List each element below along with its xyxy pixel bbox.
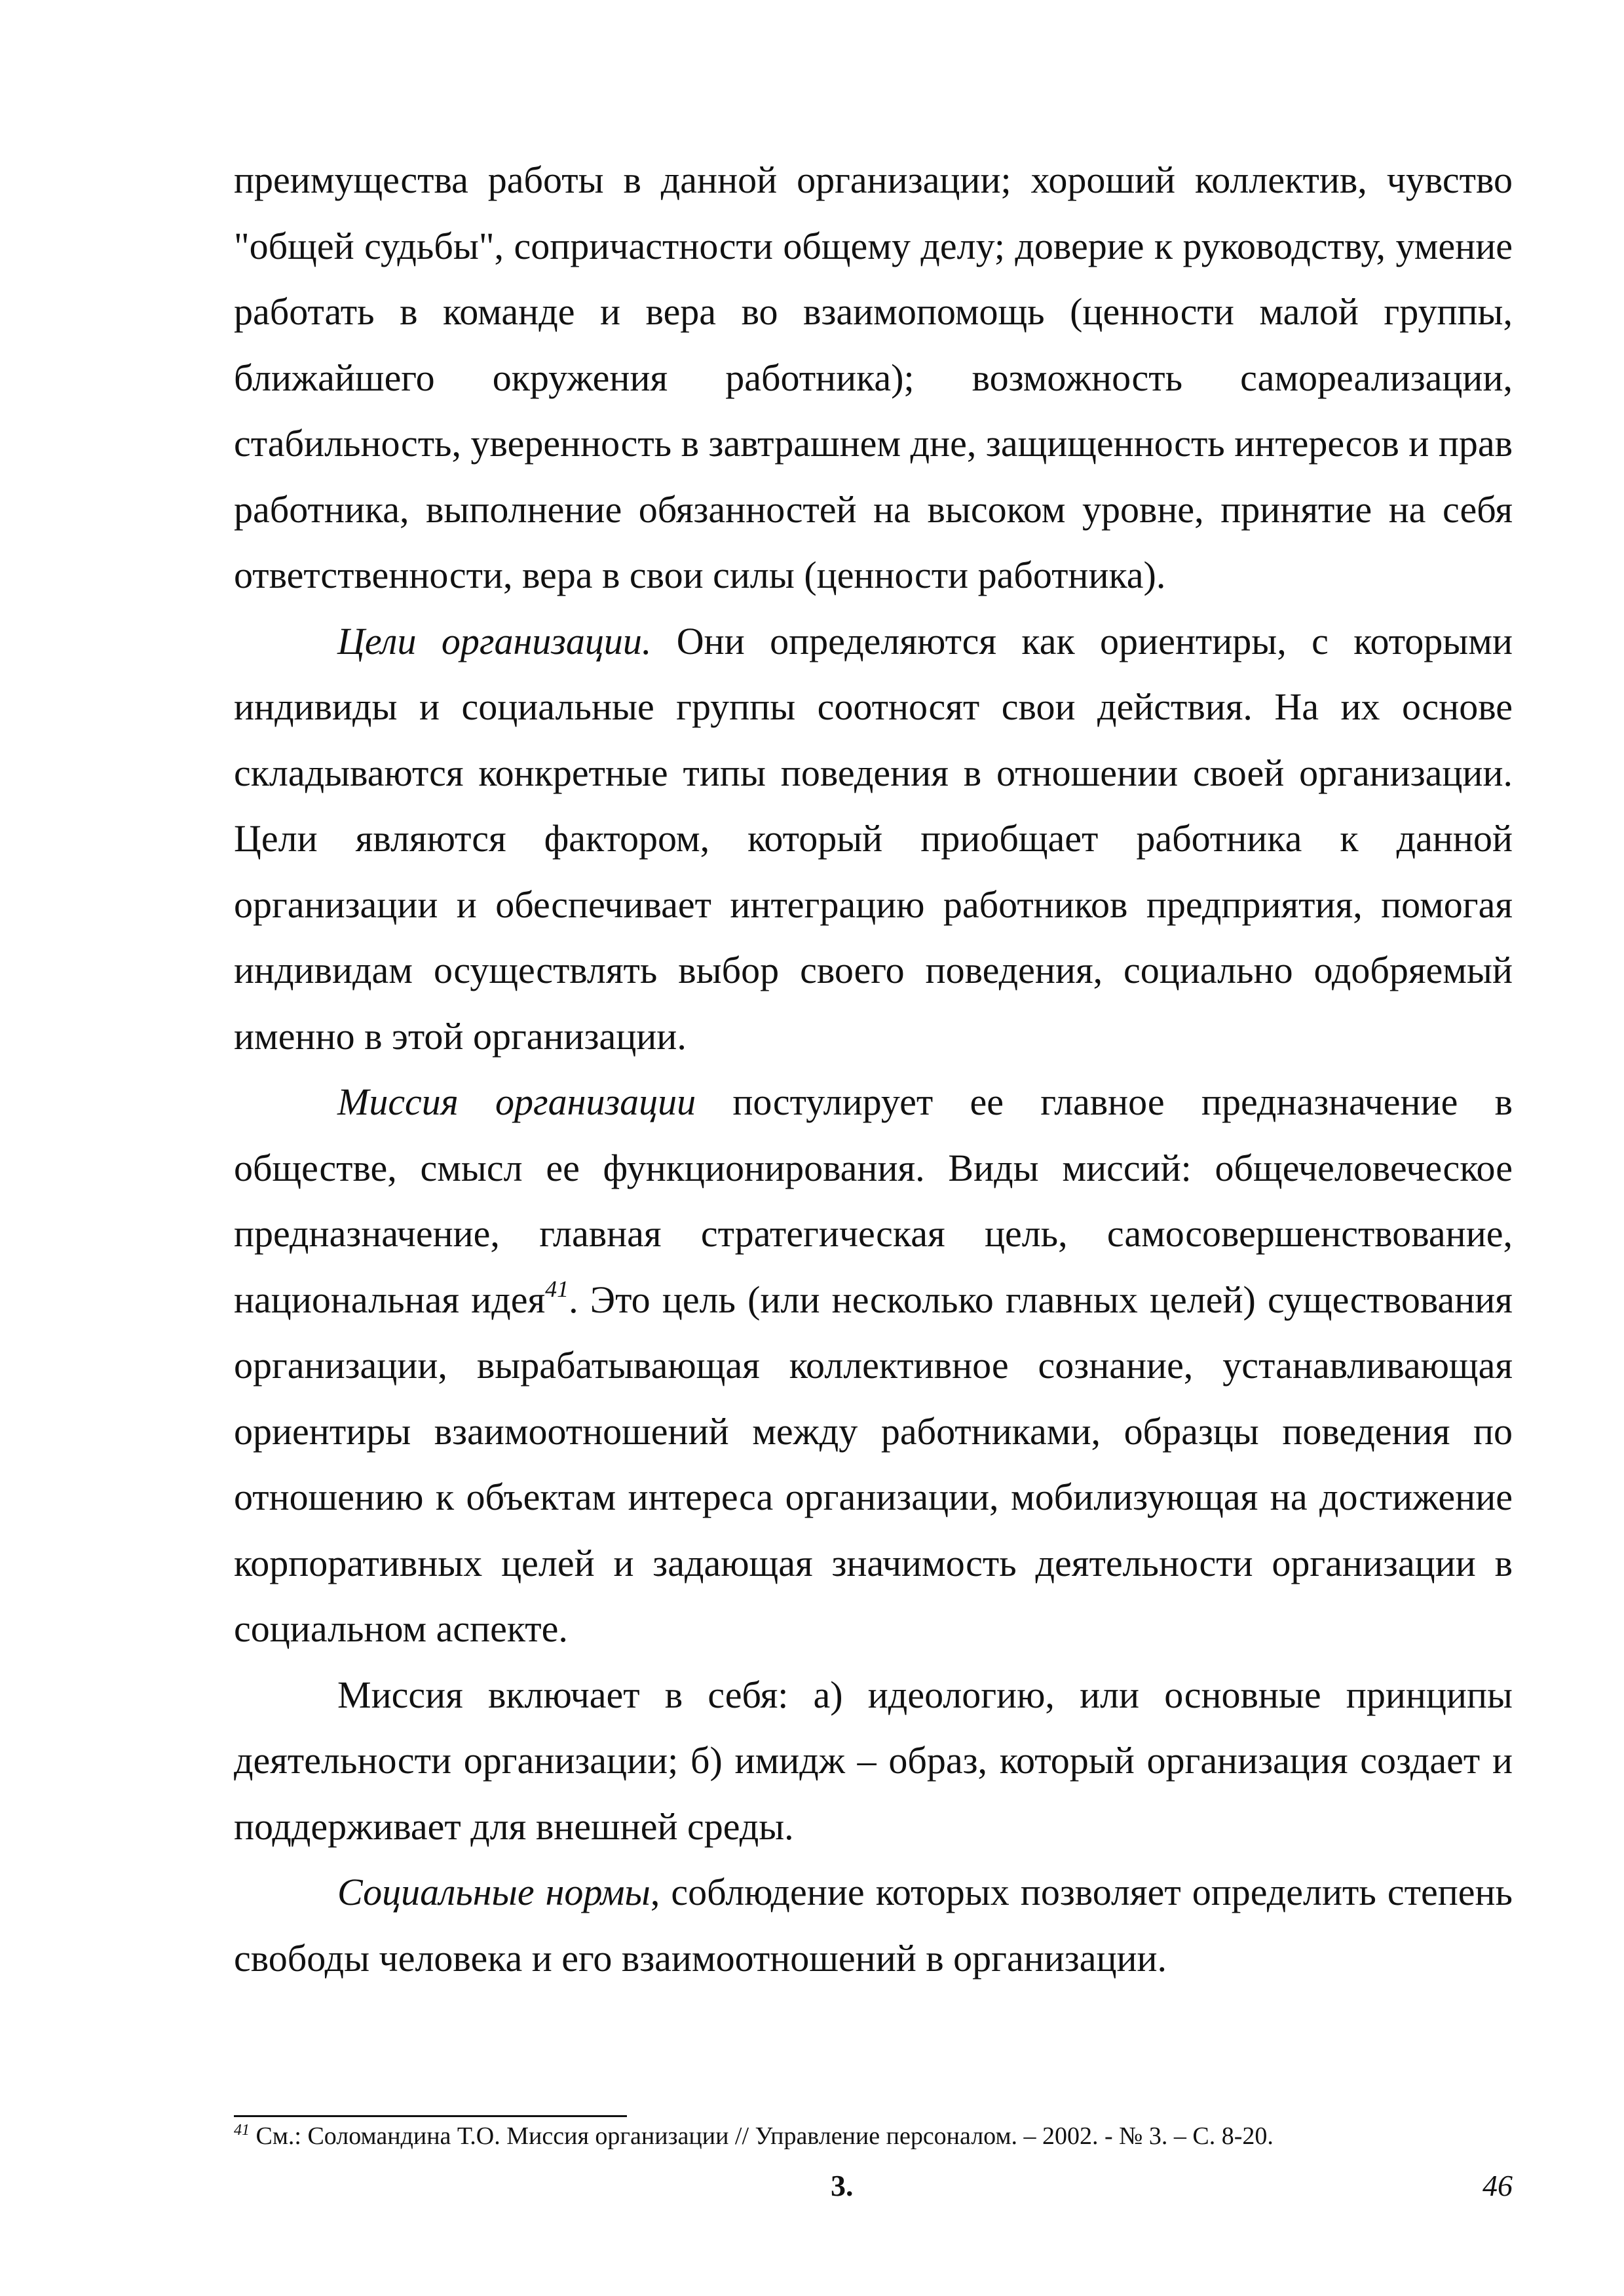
paragraph-text: . Это цель (или несколько главных целей) существования организации, вырабатывающая коллективное сознание, устанавливающая ориентиры взаимоотношений между работниками, образцы поведения по отношению к объектам интереса организации, мобилизующая на достижение корпоративных целей и задающая значимость деятельности организации в социальном аспекте. bbox=[234, 1278, 1513, 1650]
footnote-reference: 41 bbox=[545, 1275, 569, 1302]
paragraph-mission bbox=[234, 1069, 1513, 1662]
page-number: 46 bbox=[1482, 2169, 1513, 2202]
footnote bbox=[234, 2115, 1513, 2157]
section-number: 3. bbox=[831, 2169, 854, 2202]
term-social-norms: Социальные нормы bbox=[337, 1871, 651, 1913]
footnote-marker: 41 bbox=[234, 2122, 250, 2139]
main-text bbox=[234, 147, 1513, 1991]
paragraph-text: Миссия включает в себя: а) идеологию, или основные принципы деятельности организации; б) имидж – образ, который организация создает и поддерживает для внешней среды. bbox=[234, 1673, 1513, 1848]
paragraph-social-norms bbox=[234, 1860, 1513, 1991]
paragraph-text: , соблюдение которых позволяет определить степень свободы человека и его взаимоотношений в организации. bbox=[234, 1871, 1513, 1980]
paragraph-text: преимущества работы в данной организации; хороший коллектив, чувство "общей судьбы", сопричастности общему делу; доверие к руководству, умение работать в команде и вера во взаимопомощь (ценности малой группы, ближайшего окружения работника); возможность самореализации, стабильность, уверенность в завтрашнем дне, защищенность интересов и прав работника, выполнение обязанностей на высоком уровне, принятие на себя ответственности, вера в свои силы (ценности работника). bbox=[234, 159, 1513, 596]
paragraph-goals bbox=[234, 609, 1513, 1070]
paragraph-mission-includes bbox=[234, 1662, 1513, 1860]
footnote-text: См.: Соломандина Т.О. Миссия организации // Управление персоналом. – 2002. - № 3. – С. 8-20. bbox=[250, 2122, 1274, 2150]
paragraph-text: постулирует ее главное предназначение в обществе, смысл ее функционирования. Виды миссий: общечеловеческое предназначение, главная стратегическая цель, самосовершенствование, национальная идея bbox=[234, 1081, 1513, 1321]
term-goals: Цели организации. bbox=[337, 619, 652, 662]
paragraph-text: Они определяются как ориентиры, с которыми индивиды и социальные группы соотносят свои действия. На их основе складываются конкретные типы поведения в отношении своей организации. Цели являются фактором, который приобщает работника к данной организации и обеспечивает интеграцию работников предприятия, помогая индивидам осуществлять выбор своего поведения, социально одобряемый именно в этой организации. bbox=[234, 619, 1513, 1058]
paragraph-values bbox=[234, 147, 1513, 609]
term-mission: Миссия организации bbox=[337, 1081, 696, 1123]
